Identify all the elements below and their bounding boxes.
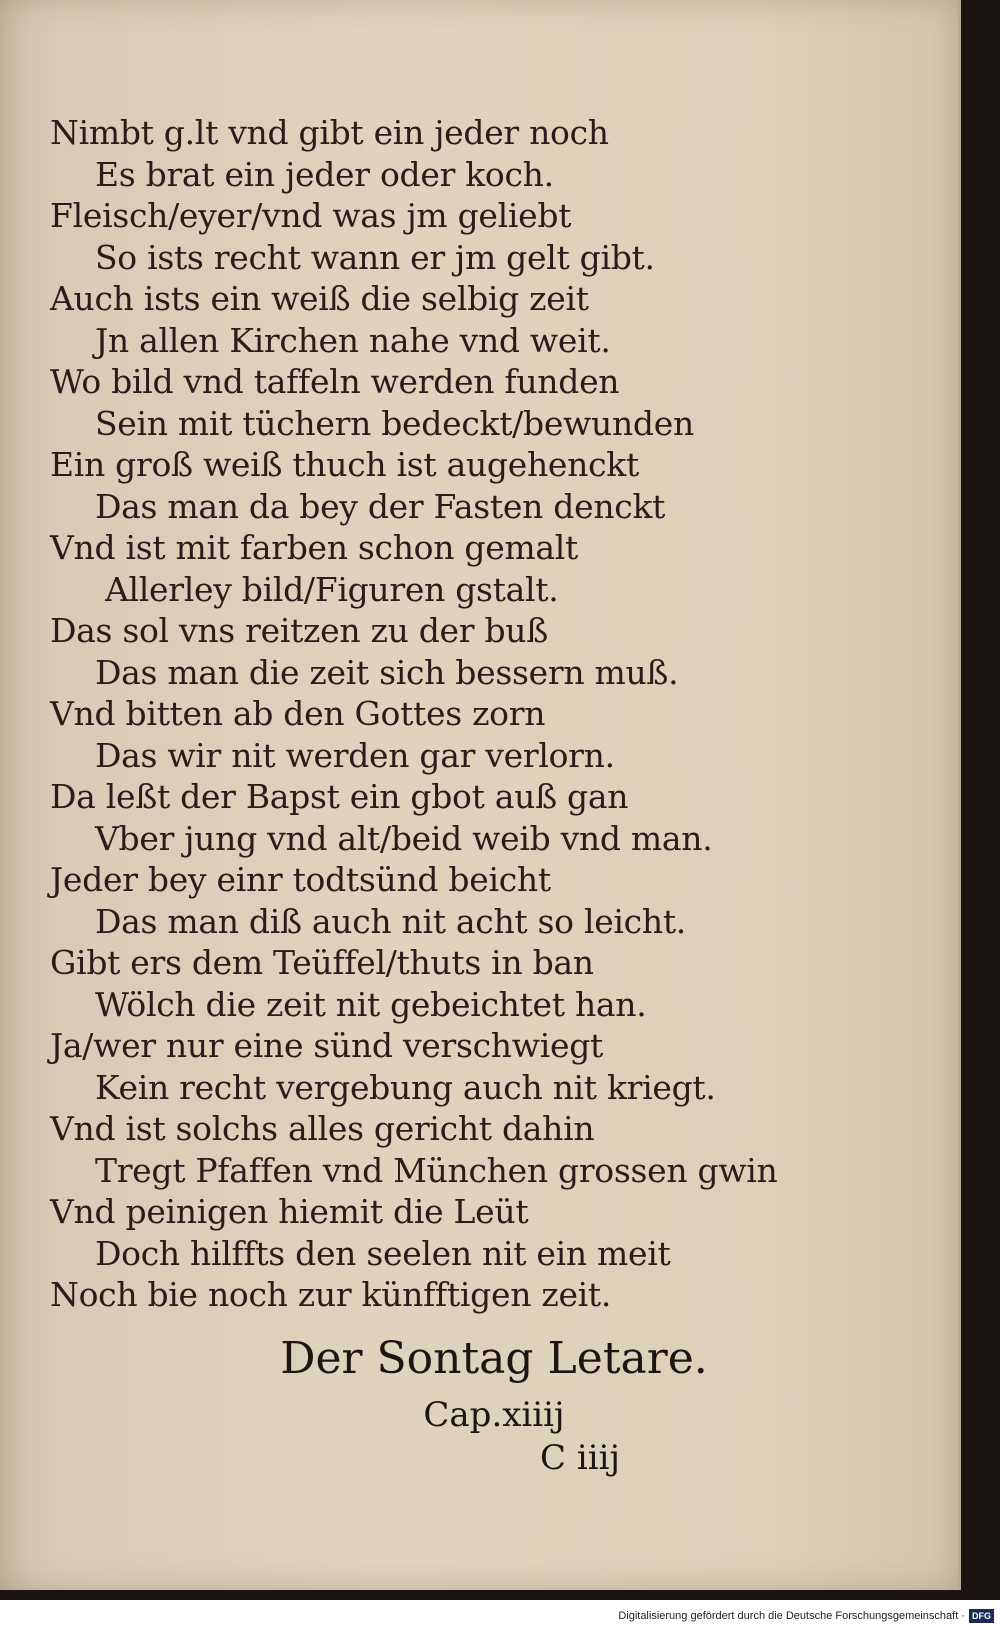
verse-line: Fleisch/eyer/vnd was jm geliebt bbox=[50, 196, 572, 235]
verse-line: Es brat ein jeder oder koch. bbox=[95, 154, 554, 194]
verse-line: Wölch die zeit nit gebeichtet han. bbox=[95, 984, 647, 1024]
chapter-number: Cap.xiiij bbox=[423, 1395, 565, 1435]
verse-line: Noch bie noch zur künfftigen zeit. bbox=[50, 1275, 612, 1314]
verse-line: Das wir nit werden gar verlorn. bbox=[95, 735, 615, 775]
verse-line: Da leßt der Bapst ein gbot auß gan bbox=[50, 777, 629, 816]
verse-line: Das man da bey der Fasten denckt bbox=[95, 486, 666, 526]
verse-line: Kein recht vergebung auch nit kriegt. bbox=[95, 1067, 716, 1107]
verse-line: Auch ists ein weiß die selbig zeit bbox=[50, 279, 589, 318]
verse-line: Jeder bey einr todtsünd beicht bbox=[50, 860, 551, 899]
verse-line: Vnd peinigen hiemit die Leüt bbox=[50, 1192, 529, 1231]
verse-line: Ein groß weiß thuch ist augehenckt bbox=[50, 445, 639, 484]
verse-line: Jn allen Kirchen nahe vnd weit. bbox=[95, 320, 611, 360]
verse-line: Nimbt g.lt vnd gibt ein jeder noch bbox=[50, 113, 609, 152]
verse-line: Sein mit tüchern bedeckt/bewunden bbox=[95, 403, 694, 443]
verse-line: Vnd bitten ab den Gottes zorn bbox=[50, 694, 546, 733]
verse-line: Gibt ers dem Teüffel/thuts in ban bbox=[50, 943, 594, 982]
verse-line: Das man diß auch nit acht so leicht. bbox=[95, 901, 686, 941]
verse-line: Doch hilffts den seelen nit ein meit bbox=[95, 1233, 671, 1273]
verse-line: Vber jung vnd alt/beid weib vnd man. bbox=[95, 818, 713, 858]
verse-block bbox=[50, 112, 930, 1316]
dfg-logo: DFG bbox=[969, 1609, 994, 1623]
verse-line: Das sol vns reitzen zu der buß bbox=[50, 611, 548, 650]
verse-line: So ists recht wann er jm gelt gibt. bbox=[95, 237, 655, 277]
verse-line: Allerley bild/Figuren gstalt. bbox=[105, 569, 559, 609]
verse-line: Tregt Pfaffen vnd München grossen gwin bbox=[95, 1150, 778, 1190]
verse-line: Vnd ist mit farben schon gemalt bbox=[50, 528, 579, 567]
section-title: Der Sontag Letare. bbox=[280, 1333, 708, 1384]
digitization-footer bbox=[0, 1602, 1000, 1630]
signature-mark: C iiij bbox=[540, 1438, 620, 1478]
verse-line: Ja/wer nur eine sünd verschwiegt bbox=[50, 1026, 603, 1065]
verse-line: Vnd ist solchs alles gericht dahin bbox=[50, 1109, 595, 1148]
verse-line: Das man die zeit sich bessern muß. bbox=[95, 652, 679, 692]
verse-line: Wo bild vnd taffeln werden funden bbox=[50, 362, 620, 401]
footer-credit-text: Digitalisierung gefördert durch die Deutsche Forschungsgemeinschaft · bbox=[618, 1610, 965, 1622]
